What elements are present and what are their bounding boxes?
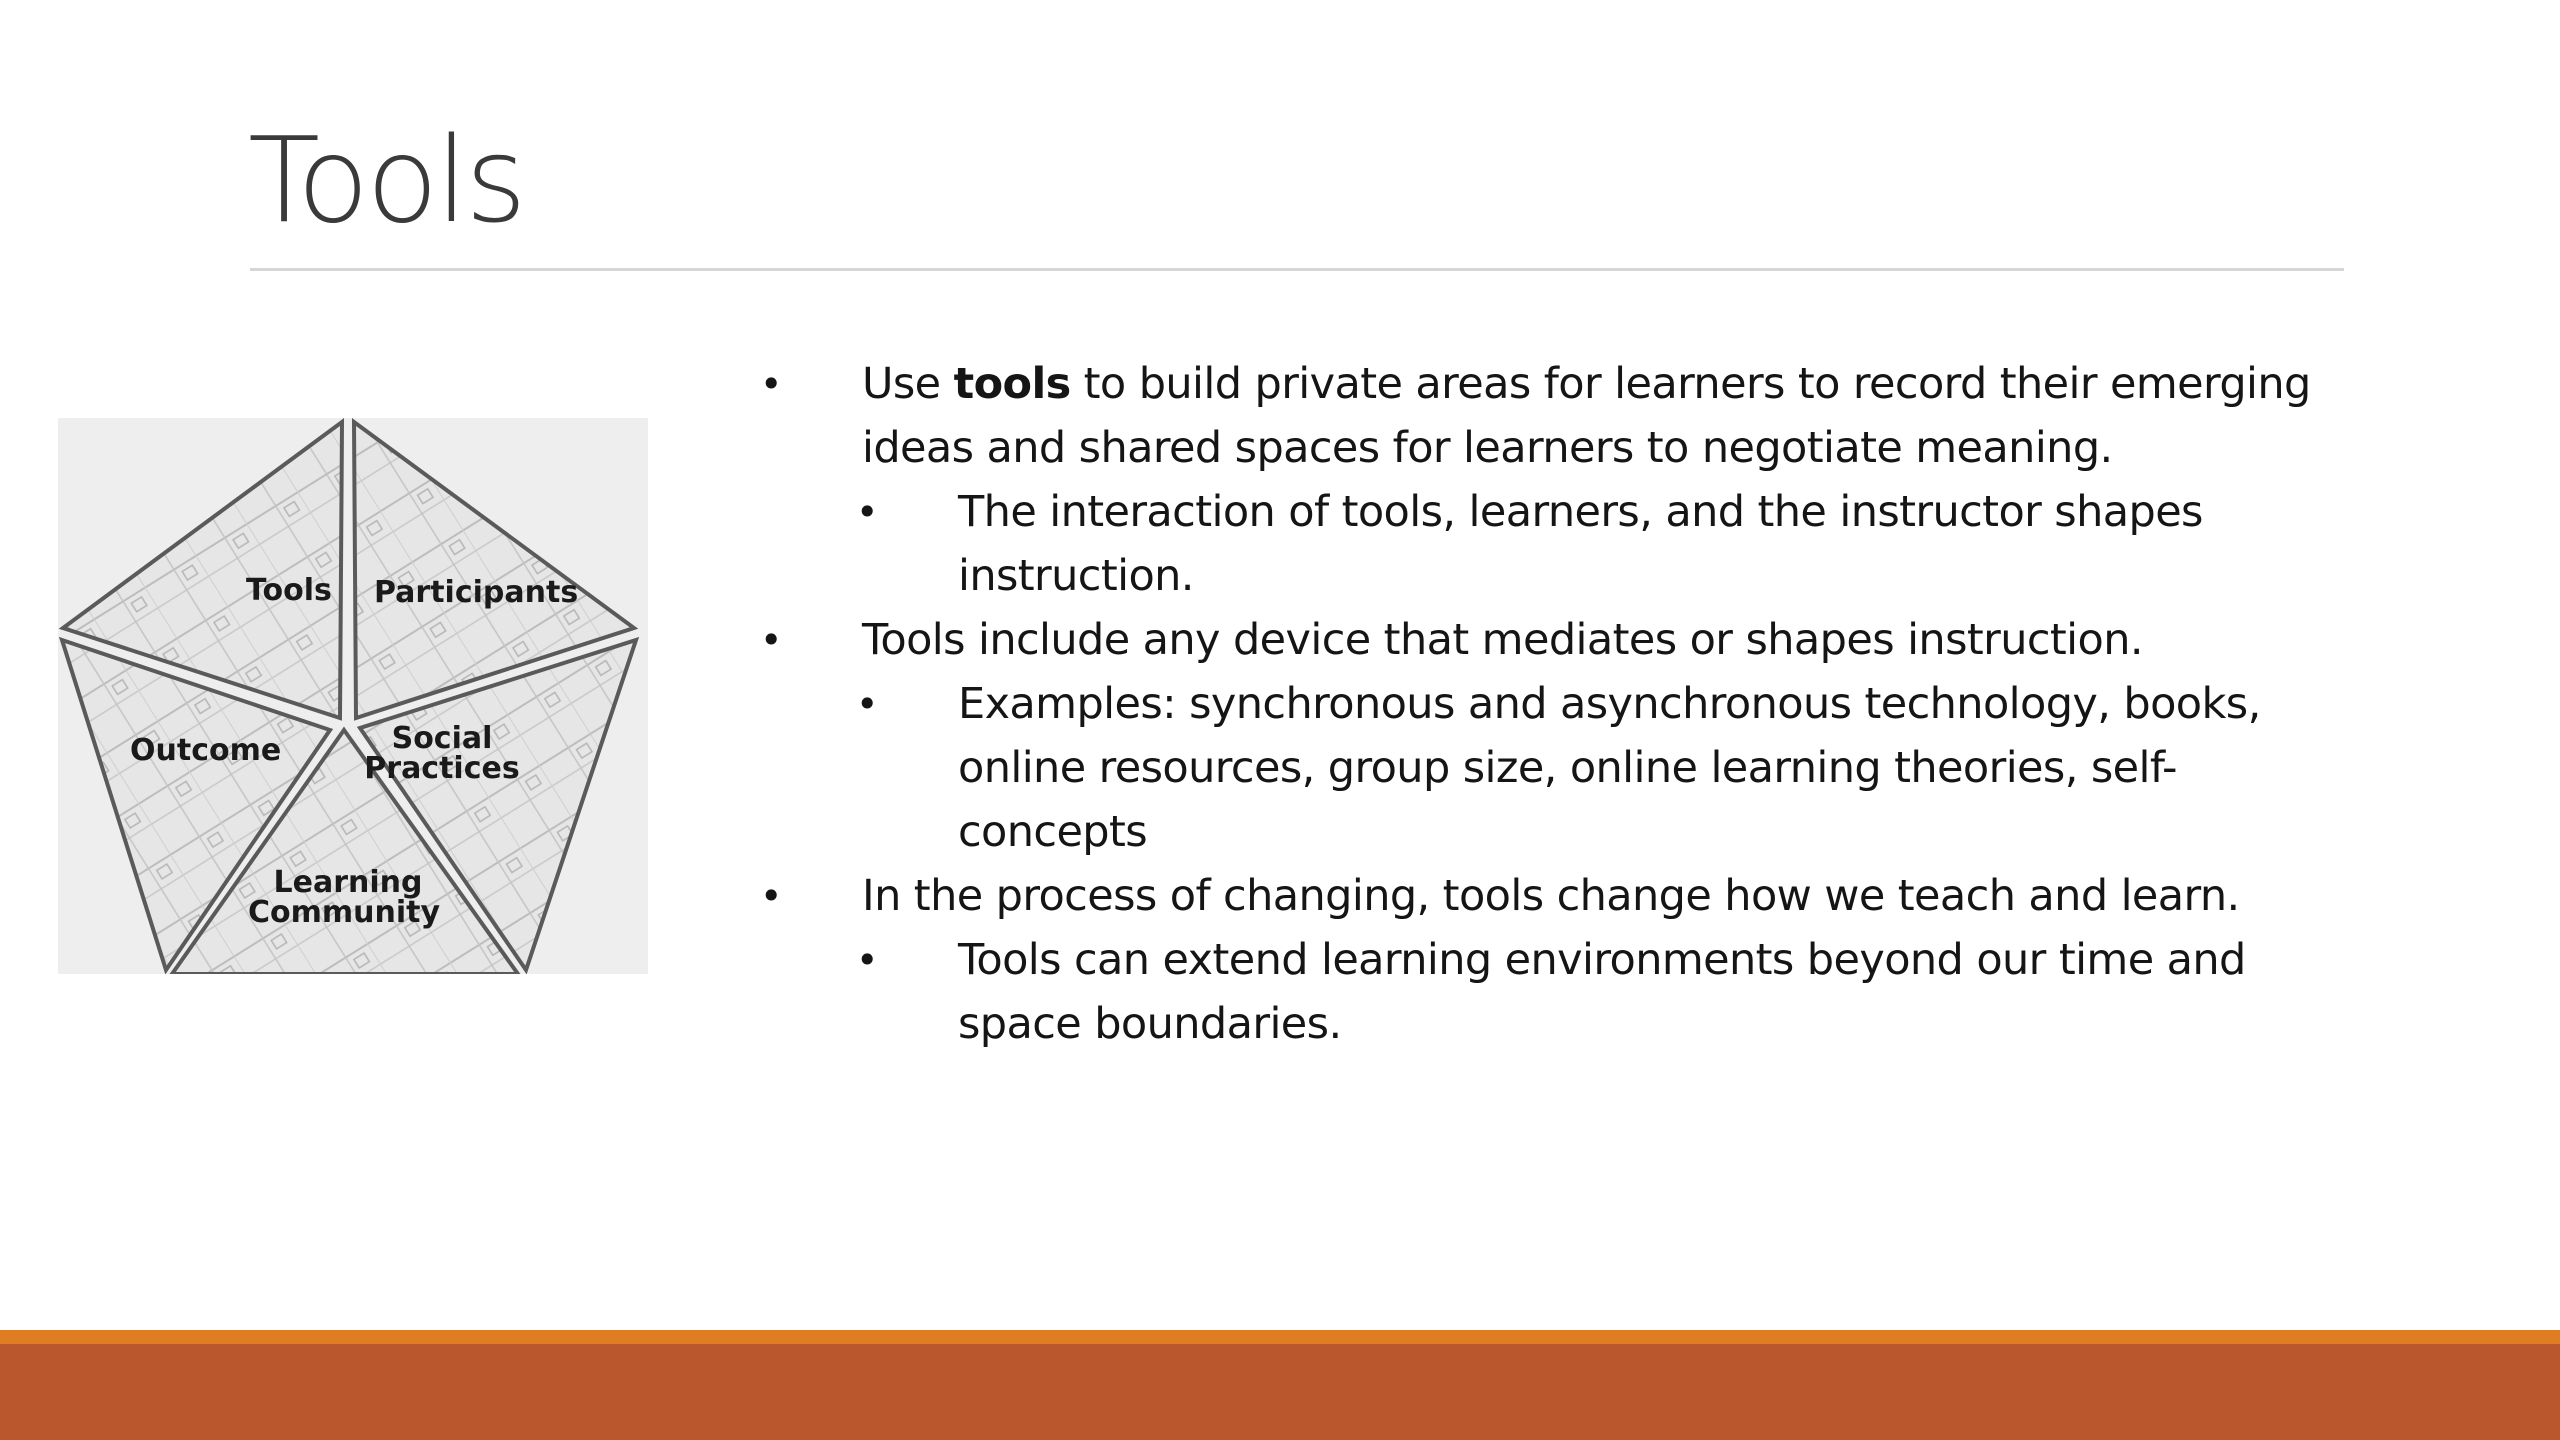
label-participants: Participants [374, 575, 579, 610]
bullet-list [760, 352, 2360, 1056]
bullet-2 [760, 608, 2360, 672]
label-learning-line2: Community [247, 895, 441, 930]
bullet-3 [760, 864, 2360, 928]
footer-accent-bar [0, 1330, 2560, 1344]
bullet-marker: • [760, 874, 782, 918]
pentagon-diagram [58, 418, 648, 974]
slide-title: Tools [248, 111, 524, 249]
bullet-3-text: In the process of changing, tools change how we teach and learn. [862, 871, 2240, 921]
label-social-line1: Social [391, 721, 493, 756]
bullet-1 [760, 352, 2360, 480]
bullet-2-text: Tools include any device that mediates or shapes instruction. [862, 615, 2143, 665]
pentagon-diagram-svg [58, 418, 648, 974]
bullet-marker: • [856, 490, 878, 534]
bullet-marker: • [760, 362, 782, 406]
bullet-1-sub [760, 480, 2360, 608]
bullet-3-sub-text: Tools can extend learning environments beyond our time and space boundaries. [958, 935, 2246, 1049]
label-learning-line1: Learning [273, 865, 423, 900]
label-social-line2: Practices [364, 751, 520, 786]
bullet-3-sub [760, 928, 2360, 1056]
bullet-marker: • [856, 682, 878, 726]
bullet-1-text-pre: Use [862, 359, 954, 409]
label-tools: Tools [246, 573, 332, 608]
bullet-1-text-post: to build private areas for learners to record their emerging ideas and shared spaces for learners to negotiate meaning. [862, 359, 2311, 473]
footer-bar [0, 1344, 2560, 1440]
title-divider [250, 268, 2344, 271]
label-outcome: Outcome [130, 733, 282, 768]
bullet-1-text-bold: tools [953, 359, 1071, 409]
bullet-list-area [760, 352, 2360, 1056]
bullet-marker: • [856, 938, 878, 982]
bullet-1-sub-text: The interaction of tools, learners, and the instructor shapes instruction. [958, 487, 2203, 601]
bullet-marker: • [760, 618, 782, 662]
bullet-2-sub-text: Examples: synchronous and asynchronous technology, books, online resources, group size, online learning theories, self-concepts [958, 679, 2261, 857]
bullet-2-sub [760, 672, 2360, 864]
